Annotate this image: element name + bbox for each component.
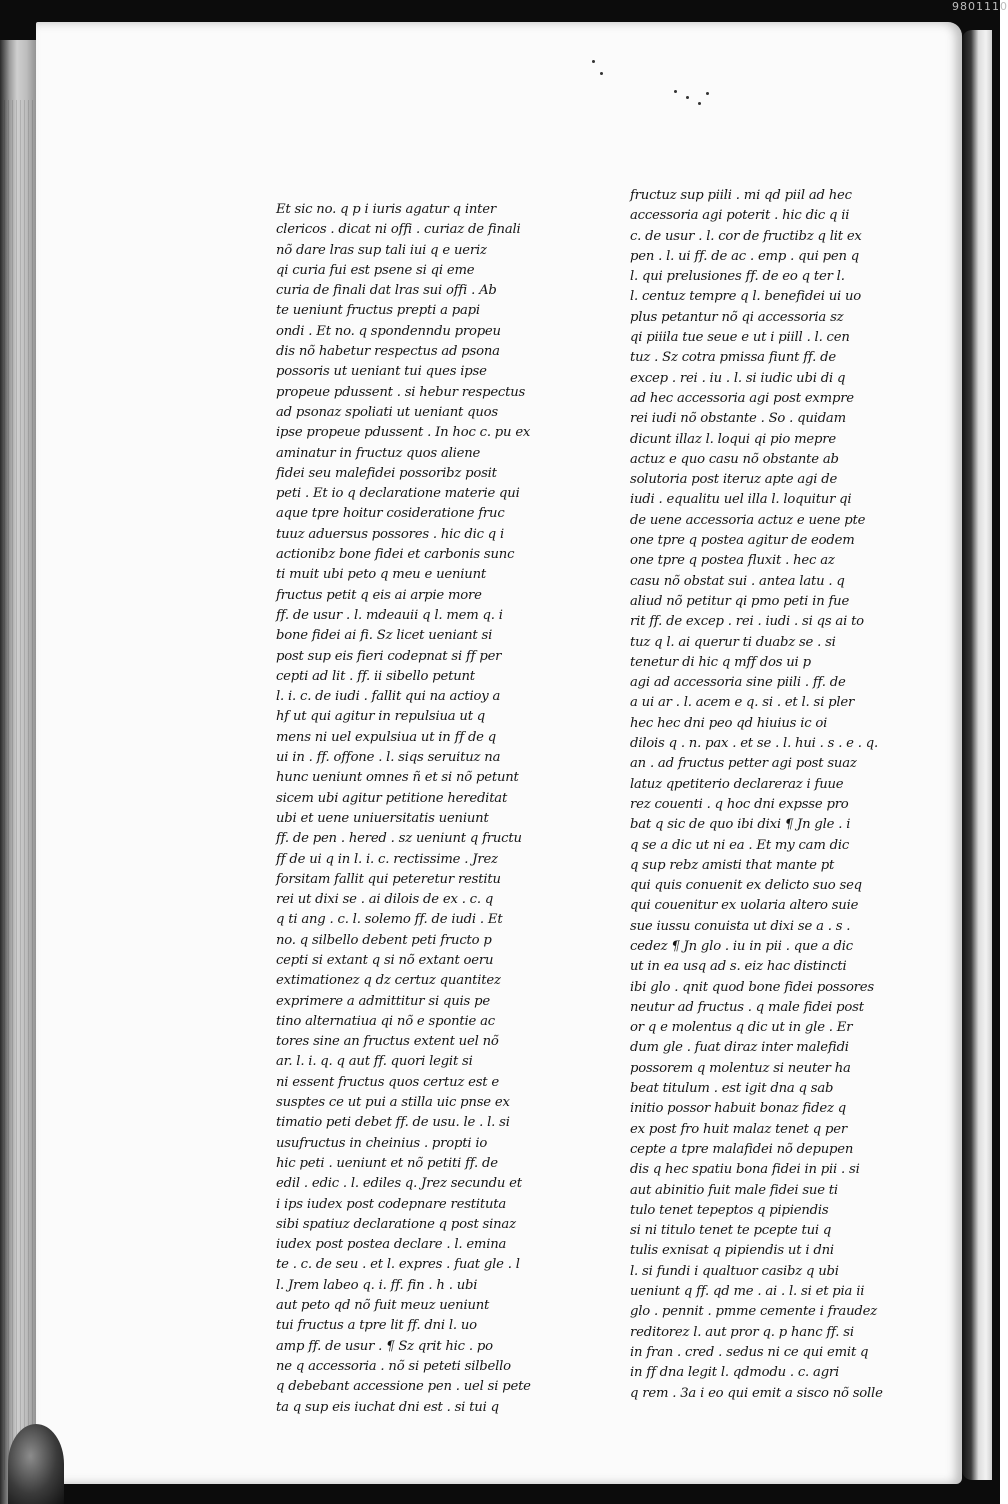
- manuscript-line: bat q sic de quo ibi dixi ¶ Jn gle . i: [630, 817, 851, 833]
- manuscript-line: plus petantur nõ qi accessoria sz: [630, 309, 844, 325]
- manuscript-line: de uene accessoria actuz e uene pte: [630, 512, 866, 528]
- manuscript-line: q se a dic ut ni ea . Et my cam dic: [630, 837, 850, 853]
- ink-specks: [582, 52, 722, 112]
- manuscript-line: clericos . dicat ni offi . curiaz de finali: [276, 222, 521, 238]
- manuscript-line: l. si fundi i qualtuor casibz q ubi: [630, 1263, 839, 1279]
- manuscript-line: actionibz bone fidei et carbonis sunc: [276, 547, 515, 563]
- manuscript-line: tulis exnisat q pipiendis ut i dni: [630, 1243, 834, 1259]
- manuscript-line: aut abinitio fuit male fidei sue ti: [630, 1182, 838, 1198]
- manuscript-line: q rem . 3a i eo qui emit a sisco nõ solle: [630, 1385, 883, 1401]
- manuscript-line: rez couenti . q hoc dni expsse pro: [630, 796, 849, 812]
- manuscript-line: iudex post postea declare . l. emina: [276, 1237, 507, 1253]
- manuscript-line: one tpre q postea agitur de eodem: [630, 533, 855, 549]
- manuscript-line: hunc ueniunt omnes ñ et si nõ petunt: [276, 770, 519, 786]
- manuscript-line: sue iussu conuista ut dixi se a . s .: [630, 918, 851, 934]
- manuscript-line: agi ad accessoria sine piili . ff. de: [630, 675, 846, 691]
- manuscript-line: exprimere a admittitur si quis pe: [276, 993, 490, 1009]
- manuscript-line: hic peti . ueniunt et nõ petiti ff. de: [276, 1155, 498, 1171]
- page-stack-lines: [4, 100, 34, 1480]
- manuscript-line: solutoria post iteruz apte agi de: [630, 472, 838, 488]
- manuscript-line: ff. de usur . l. mdeauii q l. mem q. i: [276, 607, 503, 623]
- manuscript-line: neutur ad fructus . q male fidei post: [630, 999, 864, 1015]
- manuscript-line: reditorez l. aut pror q. p hanc ff. si: [630, 1324, 854, 1340]
- manuscript-line: ff de ui q in l. i. c. rectissime . Jrez: [276, 851, 498, 867]
- manuscript-line: ni essent fructus quos certuz est e: [276, 1074, 499, 1090]
- manuscript-line: l. qui prelusiones ff. de eo q ter l.: [630, 269, 845, 285]
- manuscript-line: tui fructus a tpre lit ff. dni l. uo: [276, 1318, 477, 1334]
- manuscript-line: ta q sup eis iuchat dni est . si tui q: [276, 1399, 499, 1415]
- manuscript-line: ad psonaz spoliati ut ueniant quos: [276, 404, 498, 420]
- ink-speck: [674, 90, 677, 93]
- manuscript-line: ondi . Et no. q spondenndu propeu: [276, 323, 501, 339]
- manuscript-line: amp ff. de usur . ¶ Sz qrit hic . po: [276, 1338, 493, 1354]
- manuscript-line: curia de finali dat lras sui offi . Ab: [276, 283, 497, 299]
- manuscript-line: ne q accessoria . nõ si peteti silbello: [276, 1358, 511, 1374]
- manuscript-line: peti . Et io q declaratione materie qui: [276, 486, 520, 502]
- manuscript-line: nõ dare lras sup tali iui q e ueriz: [276, 242, 487, 258]
- manuscript-line: ff. de pen . hered . sz ueniunt q fructu: [276, 831, 522, 847]
- ink-speck: [706, 92, 709, 95]
- manuscript-line: l. Jrem labeo q. i. ff. fin . h . ubi: [276, 1277, 478, 1293]
- manuscript-line: dilois q . n. pax . et se . l. hui . s . e . q.: [630, 736, 878, 752]
- manuscript-line: or q e molentus q dic ut in gle . Er: [630, 1020, 853, 1036]
- manuscript-line: susptes ce ut pui a stilla uic pnse ex: [276, 1095, 510, 1111]
- ink-speck: [686, 96, 689, 99]
- manuscript-line: fructus petit q eis ai arpie more: [276, 587, 482, 603]
- manuscript-line: post sup eis fieri codepnat si ff per: [276, 648, 502, 664]
- manuscript-line: extimationez q dz certuz quantitez: [276, 973, 501, 989]
- manuscript-line: ex post fro huit malaz tenet q per: [630, 1121, 847, 1137]
- manuscript-line: timatio peti debet ff. de usu. le . l. si: [276, 1115, 510, 1131]
- manuscript-line: latuz qpetiterio declareraz i fuue: [630, 776, 844, 792]
- manuscript-line: hf ut qui agitur in repulsiua ut q: [276, 709, 486, 725]
- manuscript-line: ueniunt q ff. qd me . ai . l. si et pia ii: [630, 1284, 865, 1300]
- manuscript-line: aminatur in fructuz quos aliene: [276, 445, 481, 461]
- manuscript-line: qui couenitur ex uolaria altero suie: [630, 898, 859, 914]
- manuscript-line: ipse propeue pdussent . In hoc c. pu ex: [276, 425, 531, 441]
- manuscript-line: pen . l. ui ff. de ac . emp . qui pen q: [630, 248, 860, 264]
- manuscript-line: excep . rei . iu . l. si iudic ubi di q: [630, 370, 846, 386]
- manuscript-line: tores sine an fructus extent uel nõ: [276, 1034, 499, 1050]
- manuscript-line: dicunt illaz l. loqui qi pio mepre: [630, 431, 836, 447]
- ink-speck: [592, 60, 595, 63]
- manuscript-line: casu nõ obstat sui . antea latu . q: [630, 573, 845, 589]
- manuscript-line: cepti ad lit . ff. ii sibello petunt: [276, 668, 475, 684]
- ink-speck: [600, 72, 603, 75]
- manuscript-line: edil . edic . l. ediles q. Jrez secundu et: [276, 1176, 522, 1192]
- manuscript-line: actuz e quo casu nõ obstante ab: [630, 451, 839, 467]
- facing-page-edge: [962, 30, 992, 1480]
- manuscript-line: q ti ang . c. l. solemo ff. de iudi . Et: [276, 912, 503, 928]
- manuscript-line: glo . pennit . pmme cemente i fraudez: [630, 1304, 877, 1320]
- manuscript-line: ad hec accessoria agi post exmpre: [630, 390, 854, 406]
- manuscript-line: l. i. c. de iudi . fallit qui na actioy a: [276, 689, 501, 705]
- manuscript-line: sibi spatiuz declaratione q post sinaz: [276, 1216, 516, 1232]
- manuscript-line: beat titulum . est igit dna q sab: [630, 1081, 834, 1097]
- manuscript-line: ubi et uene uniuersitatis ueniunt: [276, 810, 489, 826]
- ink-speck: [698, 102, 701, 105]
- manuscript-line: propeue pdussent . si hebur respectus: [276, 384, 526, 400]
- book-page-stack-edge: [0, 40, 38, 1504]
- manuscript-line: ar. l. i. q. q aut ff. quori legit si: [276, 1054, 473, 1070]
- manuscript-line: q sup rebz amisti that mante pt: [630, 857, 835, 873]
- manuscript-line: cepte a tpre malafidei nõ depupen: [630, 1141, 854, 1157]
- manuscript-line: c. de usur . l. cor de fructibz q lit ex: [630, 228, 862, 244]
- manuscript-line: te . c. de seu . et l. expres . fuat gle . l: [276, 1257, 520, 1273]
- manuscript-line: tuz . Sz cotra pmissa fiunt ff. de: [630, 350, 836, 366]
- manuscript-line: rei iudi nõ obstante . So . quidam: [630, 411, 846, 427]
- manuscript-line: a ui ar . l. acem e q. si . et l. si pler: [630, 695, 855, 711]
- manuscript-line: l. centuz tempre q l. benefidei ui uo: [630, 289, 862, 305]
- manuscript-line: te ueniunt fructus prepti a papi: [276, 303, 480, 319]
- manuscript-line: possoris ut ueniant tui ques ipse: [276, 364, 487, 380]
- manuscript-line: tenetur di hic q mff dos ui p: [630, 654, 811, 670]
- manuscript-line: possorem q molentuz si neuter ha: [630, 1060, 851, 1076]
- manuscript-line: hec hec dni peo qd hiuius ic oi: [630, 715, 828, 731]
- manuscript-line: fructuz sup piili . mi qd piil ad hec: [630, 188, 852, 203]
- manuscript-line: dum gle . fuat diraz inter malefidi: [630, 1040, 849, 1056]
- manuscript-line: cepti si extant q si nõ extant oeru: [276, 952, 494, 968]
- manuscript-line: initio possor habuit bonaz fidez q: [630, 1101, 846, 1117]
- manuscript-line: qi curia fui est psene si qi eme: [276, 262, 475, 278]
- manuscript-line: usufructus in cheinius . propti io: [276, 1135, 488, 1151]
- manuscript-line: no. q silbello debent peti fructo p: [276, 932, 492, 948]
- manuscript-line: i ips iudex post codepnare restituta: [276, 1196, 507, 1212]
- manuscript-line: rit ff. de excep . rei . iudi . si qs ai to: [630, 614, 864, 630]
- manuscript-line: Et sic no. q p i iuris agatur q inter: [276, 202, 496, 217]
- manuscript-line: accessoria agi poterit . hic dic q ii: [630, 208, 850, 224]
- manuscript-line: tuuz aduersus possores . hic dic q i: [276, 526, 505, 542]
- manuscript-line: ui in . ff. offone . l. siqs seruituz na: [276, 750, 501, 766]
- manuscript-line: mens ni uel expulsiua ut in ff de q: [276, 729, 497, 745]
- manuscript-line: q debebant accessione pen . uel si pete: [276, 1379, 531, 1395]
- manuscript-line: si ni titulo tenet te pcepte tui q: [630, 1223, 832, 1239]
- manuscript-line: qui quis conuenit ex delicto suo seq: [630, 878, 862, 894]
- manuscript-line: rei ut dixi se . ai dilois de ex . c. q: [276, 892, 494, 908]
- manuscript-line: tuz q l. ai querur ti duabz se . si: [630, 634, 836, 650]
- manuscript-line: bone fidei ai fi. Sz licet ueniant si: [276, 628, 493, 644]
- manuscript-line: dis q hec spatiu bona fidei in pii . si: [630, 1162, 860, 1178]
- manuscript-line: dis nõ habetur respectus ad psona: [276, 344, 500, 360]
- manuscript-line: in ff dna legit l. qdmodu . c. agri: [630, 1365, 840, 1381]
- text-column-left: [276, 200, 532, 1418]
- manuscript-line: an . ad fructus petter agi post suaz: [630, 756, 857, 772]
- manuscript-line: aut peto qd nõ fuit meuz ueniunt: [276, 1298, 490, 1314]
- manuscript-line: tino alternatiua qi nõ e spontie ac: [276, 1013, 495, 1029]
- corner-label: 9801110: [952, 0, 1008, 13]
- manuscript-line: fidei seu malefidei possoribz posit: [276, 465, 497, 481]
- manuscript-line: iudi . equalitu uel illa l. loquitur qi: [630, 492, 852, 508]
- text-column-right: [630, 186, 898, 1404]
- manuscript-line: aliud nõ petitur qi pmo peti in fue: [630, 593, 850, 609]
- manuscript-line: in fran . cred . sedus ni ce qui emit q: [630, 1344, 869, 1360]
- manuscript-line: forsitam fallit qui peteretur restitu: [276, 871, 501, 887]
- manuscript-line: aque tpre hoitur cosideratione fruc: [276, 506, 505, 522]
- manuscript-line: cedez ¶ Jn glo . iu in pii . que a dic: [630, 938, 853, 954]
- manuscript-line: qi piiila tue seue e ut i piill . l. cen: [630, 330, 850, 346]
- manuscript-line: ut in ea usq ad s. eiz hac distincti: [630, 959, 847, 975]
- manuscript-line: ti muit ubi peto q meu e ueniunt: [276, 567, 486, 583]
- manuscript-line: tulo tenet tepeptos q pipiendis: [630, 1202, 829, 1218]
- thumb-holding-page: [8, 1424, 64, 1504]
- manuscript-line: one tpre q postea fluxit . hec az: [630, 553, 835, 569]
- manuscript-line: ibi glo . qnit quod bone fidei possores: [630, 979, 874, 995]
- manuscript-line: sicem ubi agitur petitione hereditat: [276, 790, 508, 806]
